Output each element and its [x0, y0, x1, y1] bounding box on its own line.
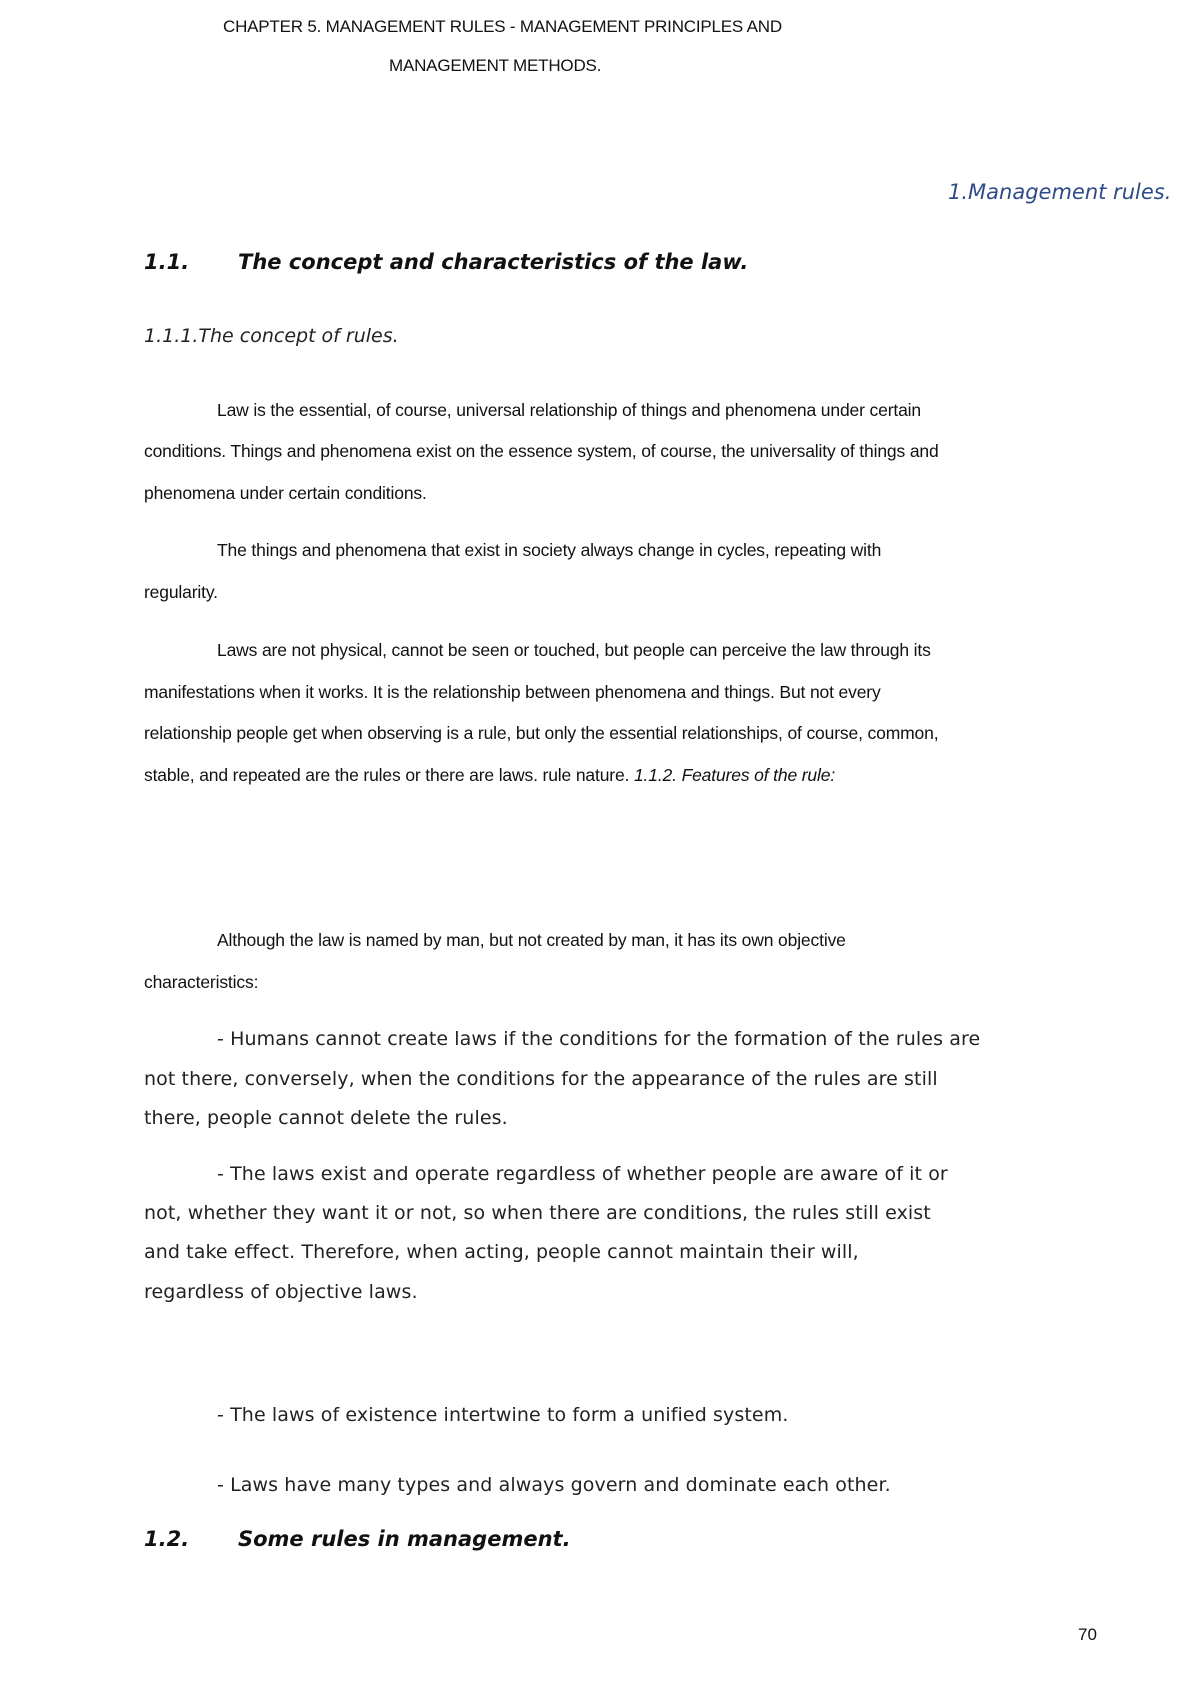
section-1-2-title: Some rules in management. — [238, 1527, 571, 1551]
bullet-1-line-1: - Humans cannot create laws if the conditions for the formation of the rules are — [217, 1028, 981, 1050]
paragraph-2-line-2: regularity. — [144, 582, 218, 602]
bullet-1-line-2: not there, conversely, when the conditions for the appearance of the rules are still — [144, 1068, 938, 1090]
paragraph-4-line-2: characteristics: — [144, 972, 259, 992]
bullet-2-line-4: regardless of objective laws. — [144, 1281, 418, 1303]
paragraph-3-line-2: manifestations when it works. It is the relationship between phenomena and things. But not every — [144, 682, 881, 702]
section-1-1-2-title: 1.1.2. Features of the rule: — [633, 765, 836, 785]
paragraph-3-line-4-text: stable, and repeated are the rules or there are laws. rule nature. — [144, 765, 634, 785]
bullet-2-line-3: and take effect. Therefore, when acting, people cannot maintain their will, — [144, 1241, 859, 1263]
bullet-2-line-2: not, whether they want it or not, so when there are conditions, the rules still exist — [144, 1202, 931, 1224]
paragraph-1-line-2: conditions. Things and phenomena exist on the essence system, of course, the universality of things and — [144, 441, 939, 461]
paragraph-3-line-3: relationship people get when observing is a rule, but only the essential relationships, of course, common, — [144, 723, 939, 743]
paragraph-4-line-1: Although the law is named by man, but not created by man, it has its own objective — [217, 930, 846, 950]
section-1-2-number: 1.2. — [144, 1527, 190, 1551]
paragraph-2-line-1: The things and phenomena that exist in society always change in cycles, repeating with — [217, 540, 882, 560]
chapter-title-line-1: CHAPTER 5. MANAGEMENT RULES - MANAGEMENT PRINCIPLES AND — [223, 17, 782, 36]
paragraph-3-line-1: Laws are not physical, cannot be seen or touched, but people can perceive the law through its — [217, 640, 931, 660]
paragraph-1-line-1: Law is the essential, of course, universal relationship of things and phenomena under certain — [217, 400, 921, 420]
bullet-1-line-3: there, people cannot delete the rules. — [144, 1107, 508, 1129]
chapter-title-line-2: MANAGEMENT METHODS. — [389, 56, 602, 75]
section-1-1-title: The concept and characteristics of the law. — [238, 250, 749, 274]
page-number: 70 — [1078, 1625, 1097, 1644]
section-1-number: 1. — [948, 180, 969, 204]
paragraph-1-line-3: phenomena under certain conditions. — [144, 483, 427, 503]
section-1-1-1-title: 1.1.1.The concept of rules. — [144, 325, 399, 347]
bullet-2-line-1: - The laws exist and operate regardless of whether people are aware of it or — [217, 1163, 948, 1185]
section-1-1-number: 1.1. — [144, 250, 190, 274]
bullet-4: - Laws have many types and always govern and dominate each other. — [217, 1474, 891, 1496]
paragraph-3-line-4 — [144, 765, 835, 786]
bullet-3: - The laws of existence intertwine to form a unified system. — [217, 1404, 789, 1426]
section-1-title: Management rules. — [968, 180, 1172, 204]
section-1-heading — [948, 180, 1171, 204]
